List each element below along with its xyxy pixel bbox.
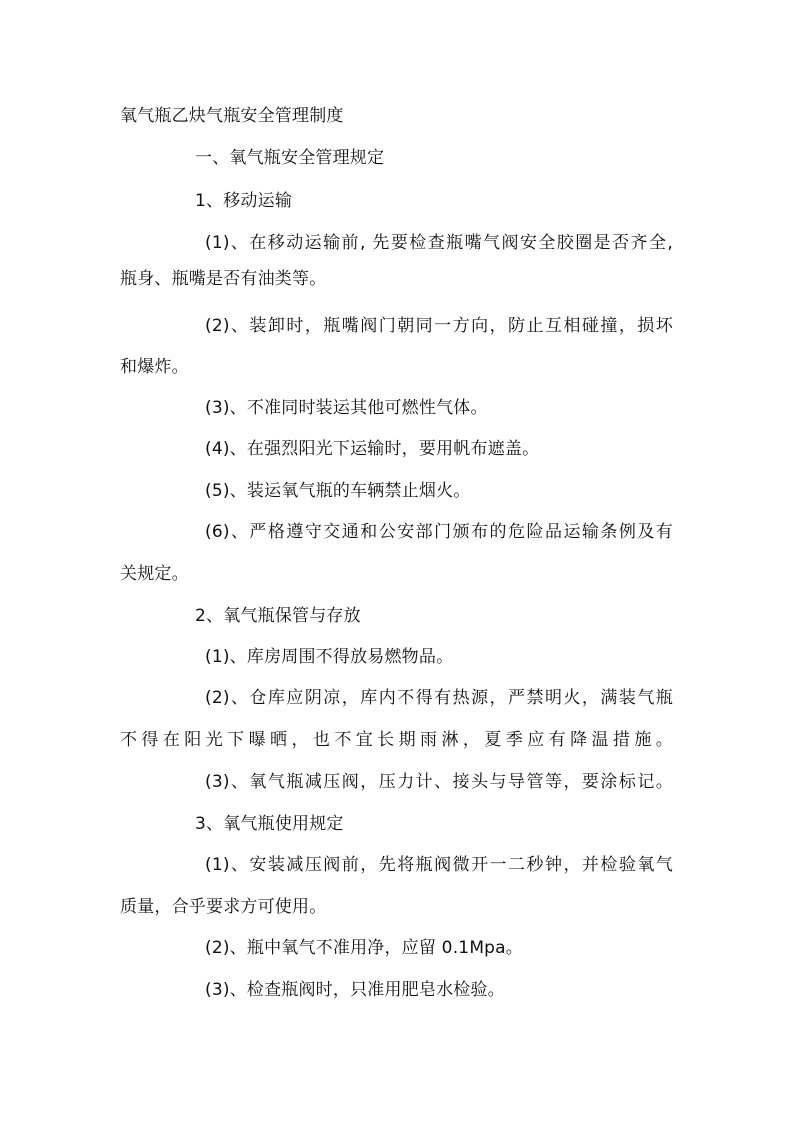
paragraph-line: (4)、在强烈阳光下运输时，要用帆布遮盖。 (205, 439, 540, 459)
paragraph-line: (6)、严格遵守交通和公安部门颁布的危险品运输条例及有 (205, 522, 673, 542)
subsection-heading: 2、氧气瓶保管与存放 (195, 606, 361, 626)
paragraph-line: 和爆炸。 (120, 357, 189, 377)
paragraph-line: (1)、安装减压阀前，先将瓶阀微开一二秒钟，并检验氧气 (205, 855, 673, 875)
subsection-heading: 1、移动运输 (195, 191, 293, 211)
paragraph-line: 关规定。 (120, 564, 189, 584)
paragraph-line: (3)、检查瓶阀时，只准用肥皂水检验。 (205, 980, 505, 1000)
paragraph-line: (2)、仓库应阴凉，库内不得有热源，严禁明火，满装气瓶 (205, 688, 673, 708)
paragraph-line: (2)、装卸时，瓶嘴阀门朝同一方向，防止互相碰撞，损坏 (205, 316, 673, 336)
paragraph-line: (3)、不准同时装运其他可燃性气体。 (205, 398, 488, 418)
subsection-heading: 3、氧气瓶使用规定 (195, 814, 344, 834)
document-title: 氧气瓶乙炔气瓶安全管理制度 (120, 106, 344, 126)
paragraph-line: (5)、装运氧气瓶的车辆禁止烟火。 (205, 481, 471, 501)
paragraph-line: 瓶身、瓶嘴是否有油类等。 (120, 269, 327, 289)
paragraph-line: (1)、库房周围不得放易燃物品。 (205, 647, 454, 667)
paragraph-line: 不得在阳光下曝晒，也不宜长期雨淋，夏季应有降温措施。 (120, 730, 673, 750)
paragraph-line: (1)、在移动运输前, 先要检查瓶嘴气阀安全胶圈是否齐全, (205, 233, 673, 253)
paragraph-line: 质量，合乎要求方可使用。 (120, 897, 327, 917)
paragraph-line: (3)、氧气瓶减压阀，压力计、接头与导管等，要涂标记。 (205, 772, 673, 792)
section-heading: 一、氧气瓶安全管理规定 (195, 148, 385, 168)
paragraph-line: (2)、瓶中氧气不准用净，应留 0.1Mpa。 (205, 938, 523, 958)
